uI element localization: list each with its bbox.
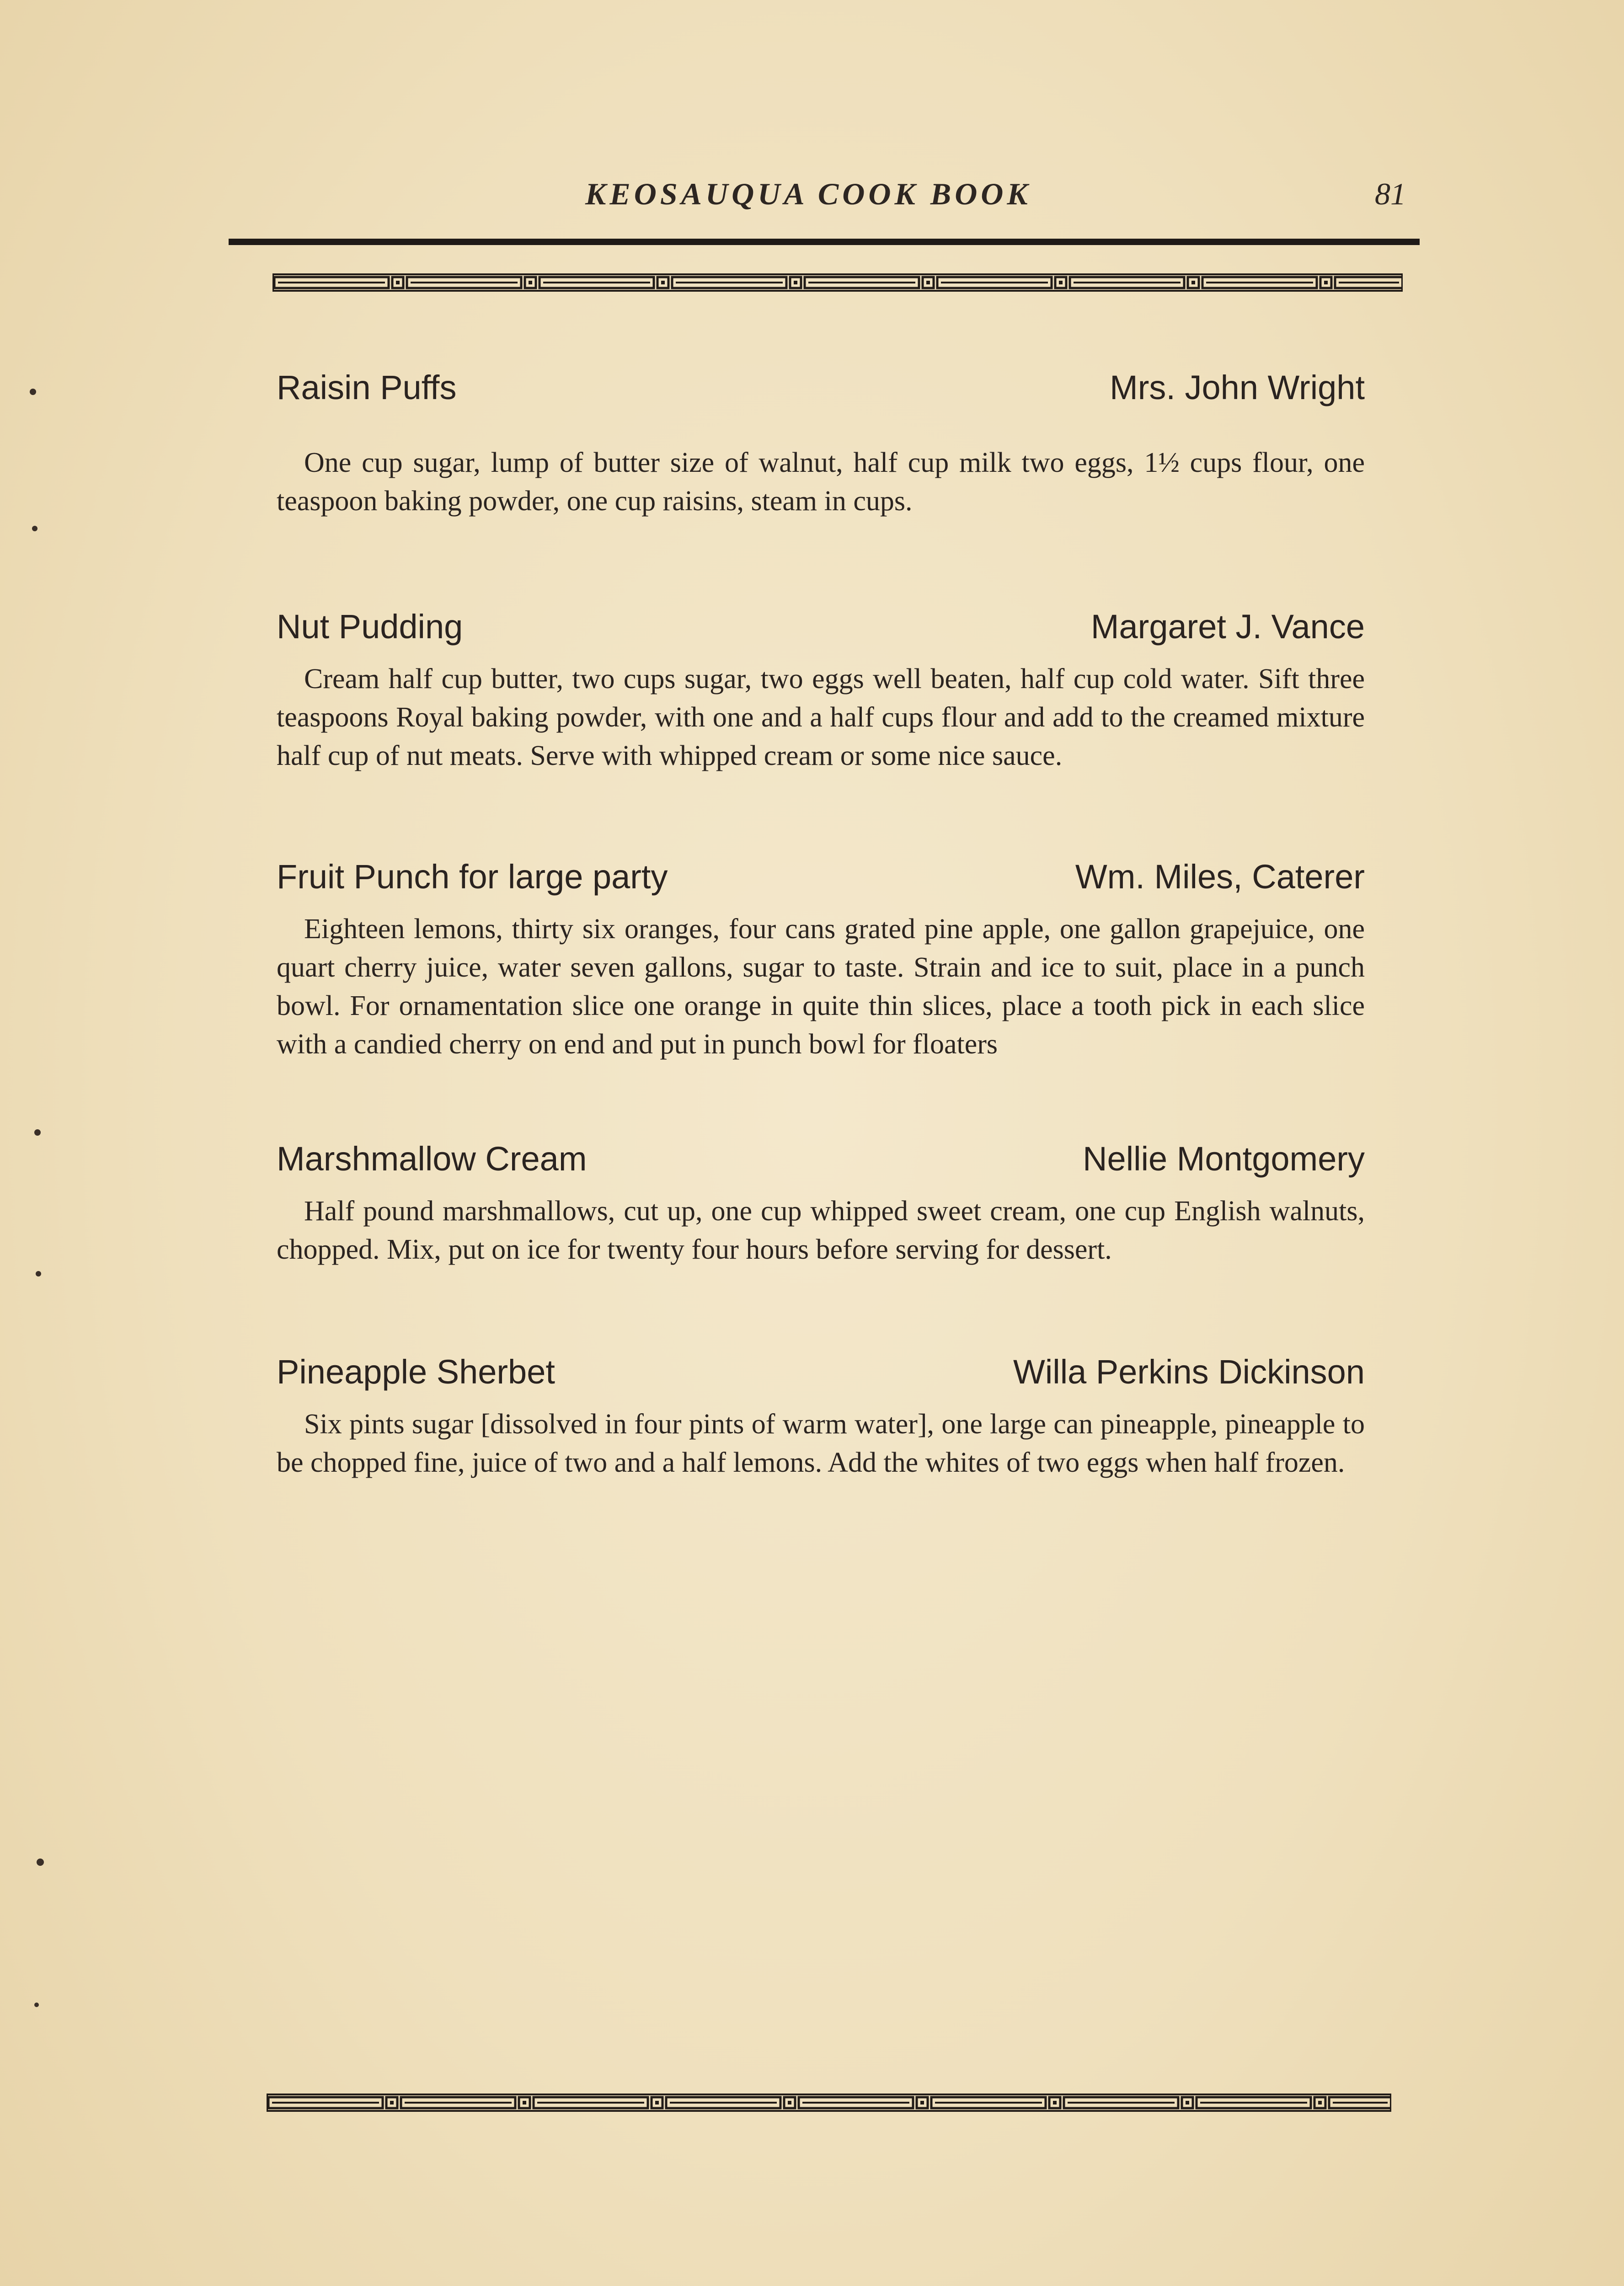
top-ornamental-border bbox=[272, 273, 1403, 292]
page-number: 81 bbox=[1375, 176, 1406, 211]
recipe-title: Raisin Puffs bbox=[277, 369, 457, 406]
recipe-marshmallow-cream bbox=[277, 1139, 1365, 1269]
header-rule bbox=[229, 239, 1420, 245]
recipe-heading bbox=[277, 368, 1365, 411]
scan-speck bbox=[36, 1271, 41, 1277]
recipe-title: Pineapple Sherbet bbox=[277, 1353, 555, 1391]
scan-speck bbox=[32, 526, 37, 531]
recipe-nut-pudding bbox=[277, 607, 1365, 775]
recipe-author: Willa Perkins Dickinson bbox=[1013, 1353, 1365, 1391]
recipe-text: One cup sugar, lump of butter size of walnut, half cup milk two eggs, 1½ cups flour, one teaspoon baking powder, one cup raisins, steam in cups. bbox=[277, 447, 1365, 517]
recipe-author: Nellie Montgomery bbox=[1083, 1140, 1365, 1178]
recipe-heading bbox=[277, 1352, 1365, 1396]
recipe-title: Fruit Punch for large party bbox=[277, 858, 668, 896]
scan-speck bbox=[30, 389, 36, 395]
recipe-text: Six pints sugar [dissolved in four pints of warm water], one large can pineapple, pineapple to be chopped fine, juice of two and a half lemons. Add the whites of two eggs when half frozen. bbox=[277, 1409, 1365, 1478]
recipe-author: Wm. Miles, Caterer bbox=[1075, 858, 1365, 896]
recipe-author: Margaret J. Vance bbox=[1090, 608, 1365, 646]
recipe-author: Mrs. John Wright bbox=[1110, 369, 1365, 406]
recipe-text: Cream half cup butter, two cups sugar, two eggs well beaten, half cup cold water. Sift three teaspoons Royal baking powder, with one and a half cups flour and add to the creamed mixture half cup of nut meats. Serve with whipped cream or some nice sauce. bbox=[277, 663, 1365, 771]
bottom-ornamental-border bbox=[267, 2093, 1391, 2112]
recipe-heading bbox=[277, 1139, 1365, 1183]
recipe-text: Half pound marshmallows, cut up, one cup whipped sweet cream, one cup English walnuts, chopped. Mix, put on ice for twenty four hours before serving for dessert. bbox=[277, 1196, 1365, 1265]
running-title: KEOSAUQUA COOK BOOK bbox=[585, 176, 1031, 211]
scan-speck bbox=[34, 2003, 39, 2007]
recipe-fruit-punch bbox=[277, 857, 1365, 1063]
recipe-title: Marshmallow Cream bbox=[277, 1140, 587, 1178]
recipe-pineapple-sherbet bbox=[277, 1352, 1365, 1482]
running-head bbox=[229, 176, 1417, 226]
recipe-text: Eighteen lemons, thirty six oranges, four cans grated pine apple, one gallon grapejuice, one quart cherry juice, water seven gallons, sugar to taste. Strain and ice to suit, place in a punch bowl. For ornamentation slice one orange in quite thin slices, place a tooth pick in each slice with a candied cherry on end and put in punch bowl for floaters bbox=[277, 913, 1365, 1060]
recipe-title: Nut Pudding bbox=[277, 608, 463, 646]
recipe-heading bbox=[277, 857, 1365, 901]
scan-speck bbox=[34, 1129, 41, 1136]
recipe-raisin-puffs bbox=[277, 368, 1365, 520]
scan-speck bbox=[37, 1859, 44, 1866]
recipe-heading bbox=[277, 607, 1365, 651]
